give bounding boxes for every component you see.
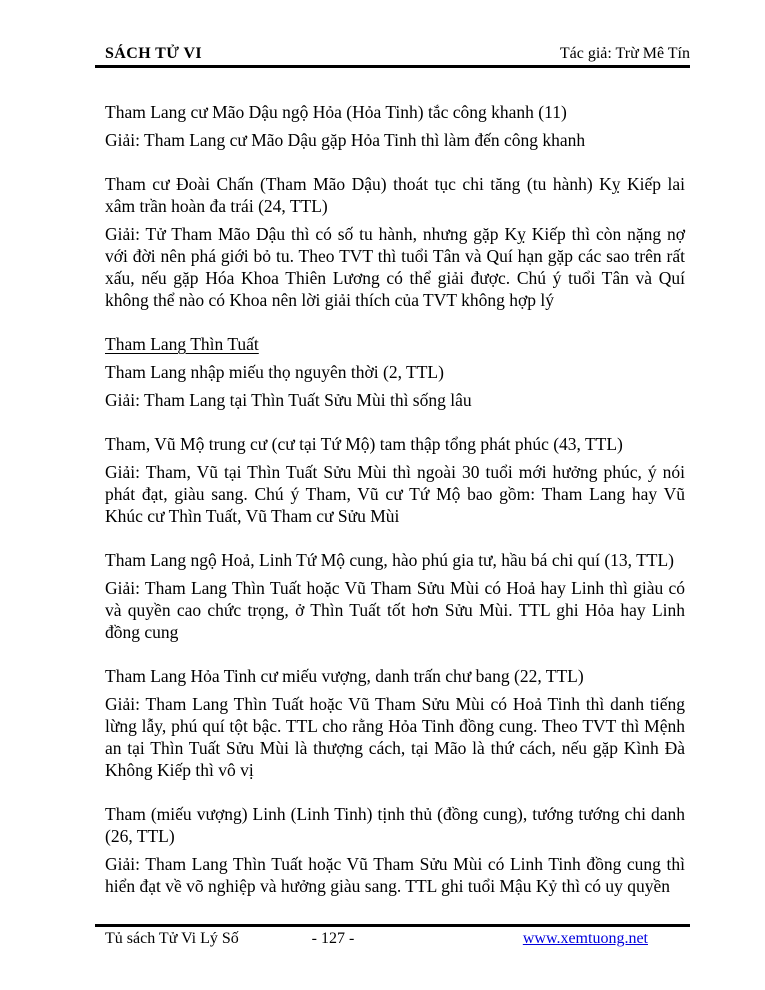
verse-block (105, 361, 685, 411)
explanation: Giải: Tham, Vũ tại Thìn Tuất Sửu Mùi thì ngoài 30 tuổi mới hưởng phúc, ý nói phát đạt, giàu sang. Chú ý Tham, Vũ cư Tứ Mộ bao gồm: Tham Lang hay Vũ Khúc cư Thìn Tuất, Vũ Tham cư Sửu Mùi (105, 462, 685, 526)
explanation: Giải: Tham Lang Thìn Tuất hoặc Vũ Tham Sửu Mùi có Linh Tinh đồng cung thì hiển đạt về võ nghiệp và hưởng giàu sang. TTL ghi tuổi Mậu Kỷ thì có uy quyền (105, 854, 685, 896)
verse-line: Tham Lang cư Mão Dậu ngộ Hỏa (Hỏa Tinh) tắc công khanh (11) (105, 102, 567, 122)
verse-block (105, 803, 685, 897)
book-title: SÁCH TỬ VI (105, 45, 203, 62)
verse-line: Tham Lang ngộ Hoả, Linh Tứ Mộ cung, hào phú gia tư, hầu bá chi quí (13, TTL) (105, 550, 674, 570)
explanation: Giải: Tử Tham Mão Dậu thì có số tu hành, nhưng gặp Kỵ Kiếp thì còn nặng nợ với đời nên phá giới bỏ tu. Theo TVT thì tuổi Tân và Quí hạn gặp các sao trên rất xấu, nếu gặp Hóa Khoa Thiên Lương có thể giải được. Chú ý tuổi Tân và Quí không thể nào có Khoa nên lời giải thích của TVT không hợp lý (105, 224, 685, 310)
page-header (95, 44, 690, 64)
verse-block (105, 433, 685, 527)
verse-block (105, 101, 685, 151)
verse-block (105, 173, 685, 311)
verse-line: Tham Lang Hỏa Tinh cư miếu vượng, danh trấn chư bang (22, TTL) (105, 666, 584, 686)
page-footer (95, 929, 690, 951)
author-credit: Tác giả: Trừ Mê Tín (559, 45, 690, 62)
footer-rule (95, 924, 690, 927)
verse-block (105, 549, 685, 643)
verse-line: Tham, Vũ Mộ trung cư (cư tại Tứ Mộ) tam thập tổng phát phúc (43, TTL) (105, 434, 623, 454)
page-body (105, 101, 685, 897)
verse-line: Tham Lang nhập miếu thọ nguyên thời (2, TTL) (105, 362, 444, 382)
footer-website-link[interactable]: www.xemtuong.net (522, 930, 648, 947)
section-heading: Tham Lang Thìn Tuất (105, 334, 259, 354)
explanation: Giải: Tham Lang cư Mão Dậu gặp Hỏa Tinh thì làm đến công khanh (105, 130, 586, 150)
page-number: - 127 - (311, 930, 355, 947)
explanation: Giải: Tham Lang Thìn Tuất hoặc Vũ Tham Sửu Mùi có Hoả Tinh thì danh tiếng lừng lẫy, phú quí tột bậc. TTL cho rằng Hỏa Tinh đồng cung. Theo TVT thì Mệnh an tại Thìn Tuất Sửu Mùi là thượng cách, tại Mão là thứ cách, nếu gặp Kình Đà Không Kiếp thì vô vị (105, 694, 685, 780)
footer-series-title: Tủ sách Tử Vi Lý Số (105, 930, 239, 947)
verse-line: Tham cư Đoài Chấn (Tham Mão Dậu) thoát tục chi tăng (tu hành) Kỵ Kiếp lai xâm trần hoàn đa trái (24, TTL) (105, 174, 685, 216)
header-rule (95, 65, 690, 68)
verse-block (105, 665, 685, 781)
explanation: Giải: Tham Lang Thìn Tuất hoặc Vũ Tham Sửu Mùi có Hoả hay Linh thì giàu có và quyền cao chức trọng, ở Thìn Tuất tốt hơn Sửu Mùi. TTL ghi Hỏa hay Linh đồng cung (105, 578, 685, 642)
verse-line: Tham (miếu vượng) Linh (Linh Tinh) tịnh thủ (đồng cung), tướng tướng chi danh (26, TTL) (105, 804, 685, 846)
explanation: Giải: Tham Lang tại Thìn Tuất Sửu Mùi thì sống lâu (105, 390, 472, 410)
